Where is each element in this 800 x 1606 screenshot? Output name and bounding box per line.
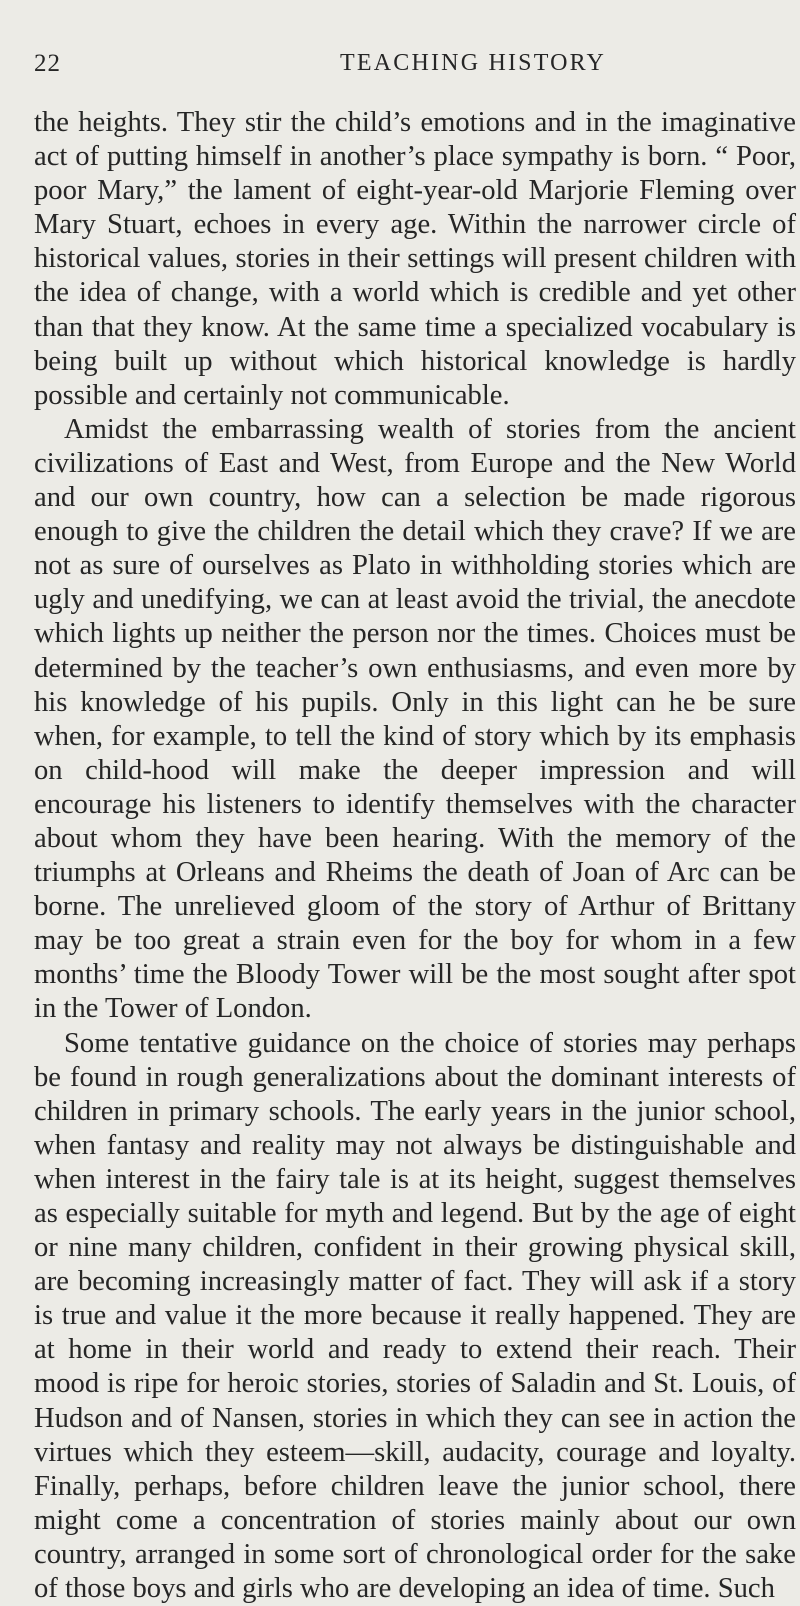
paragraph-2: Amidst the embarrassing wealth of stories from the ancient civilizations of East and West, from Europe and the New World and our own country, how can a selection be made rigorous enough to give the children the detail which they crave? If we are not as sure of ourselves as Plato in withholding stories which are ugly and unedifying, we can at least avoid the trivial, the anecdote which lights up neither the person nor the times. Choices must be determined by the teacher’s own enthusiasms, and even more by his knowledge of his pupils. Only in this light can he be sure when, for example, to tell the kind of story which by its emphasis on child-hood will make the deeper impression and will encourage his listeners to identify themselves with the character about whom they have been hearing. With the memory of the triumphs at Orleans and Rheims the death of Joan of Arc can be borne. The unrelieved gloom of the story of Arthur of Brittany may be too great a strain even for the boy for whom in a few months’ time the Bloody Tower will be the most sought after spot in the Tower of London. bbox=[34, 413, 796, 1025]
paragraph-3: Some tentative guidance on the choice of stories may perhaps be found in rough generalizations about the dominant interests of children in primary schools. The early years in the junior school, when fantasy and reality may not always be distinguishable and when interest in the fairy tale is at its height, suggest themselves as especially suitable for myth and legend. But by the age of eight or nine many children, confident in their growing physical skill, are becoming increasingly matter of fact. They will ask if a story is true and value it the more because it really happened. They are at home in their world and ready to extend their reach. Their mood is ripe for heroic stories, stories of Saladin and St. Louis, of Hudson and of Nansen, stories in which they can see in action the virtues which they esteem—skill, audacity, courage and loyalty. Finally, perhaps, before children leave the junior school, there might come a concentration of stories mainly about our own country, arranged in some sort of chronological order for the sake of those boys and girls who are developing an idea of time. Such bbox=[34, 1027, 796, 1605]
running-title: TEACHING HISTORY bbox=[340, 50, 607, 76]
paragraph-1: the heights. They stir the child’s emotions and in the imaginative act of putting himself in another’s place sympathy is born. “ Poor, poor Mary,” the lament of eight-year-old Marjorie Fleming over Mary Stuart, echoes in every age. Within the narrower circle of historical values, stories in their settings will present children with the idea of change, with a world which is credible and yet other than that they know. At the same time a specialized vocabulary is being built up without which historical knowledge is hardly possible and certainly not communicable. bbox=[34, 107, 796, 411]
running-head bbox=[34, 50, 796, 84]
page-number: 22 bbox=[34, 50, 61, 77]
body-text bbox=[34, 106, 796, 1606]
